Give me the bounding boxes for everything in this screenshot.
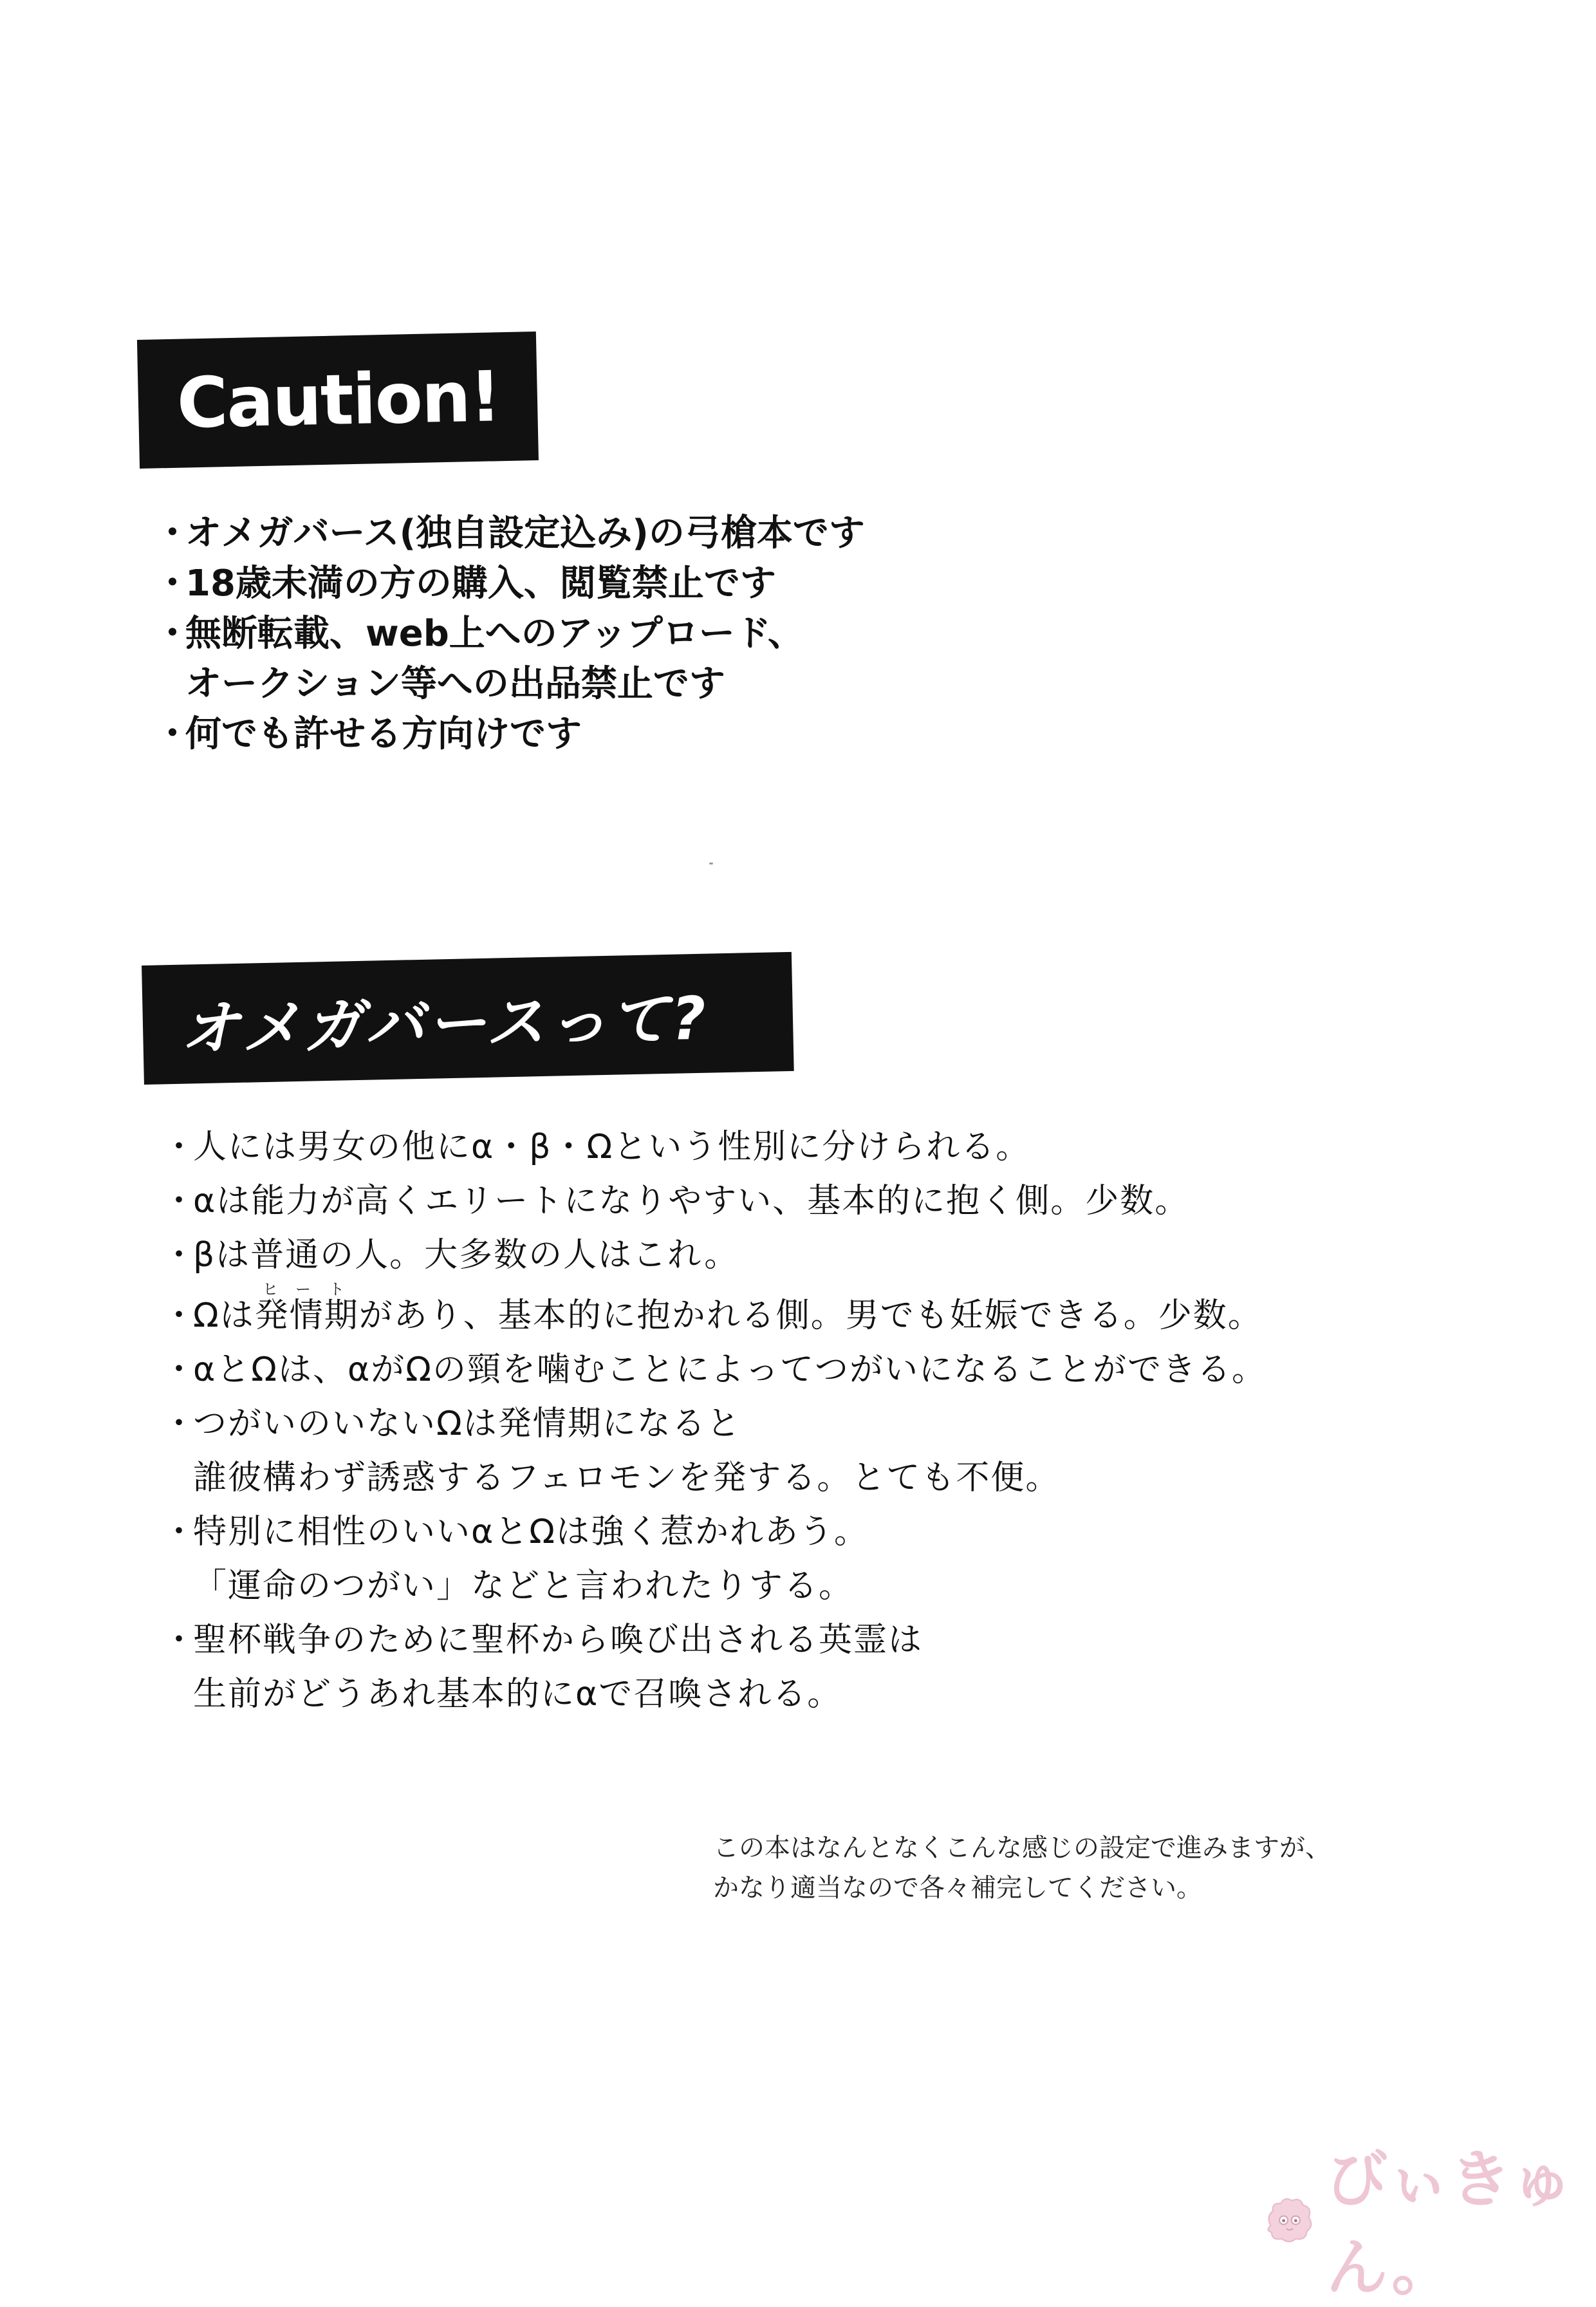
list-item-text: 「運命のつがい」などと言われたりする。 [193, 1567, 854, 1605]
omegaverse-heading [142, 952, 794, 1085]
scan-speck [709, 863, 713, 864]
list-item [162, 1505, 1267, 1559]
list-item-text: つがいのいないΩは発情期になると [193, 1405, 741, 1443]
bullet: ・ [154, 613, 190, 655]
list-item-text: 何でも許せる方向けです [185, 713, 582, 755]
pink-fluffy-mascot-icon [1261, 2183, 1317, 2254]
list-item-continuation [193, 1559, 1267, 1613]
omegaverse-heading-text: オメガバースって? [180, 984, 709, 1064]
list-item-text: αは能力が高くエリートになりやすい、基本的に抱く側。少数。 [193, 1182, 1190, 1220]
list-item-text: αとΩは、αがΩの頸を噛むことによってつがいになることができる。 [193, 1350, 1267, 1389]
list-item [154, 509, 865, 559]
closing-note [713, 1828, 1331, 1908]
closing-note-line: かなり適当なので各々補完してください。 [713, 1873, 1202, 1903]
list-item [162, 1397, 1267, 1451]
caution-heading-text: Caution! [176, 356, 501, 444]
bullet: ・ [162, 1350, 198, 1389]
list-item-continuation [193, 1451, 1267, 1505]
list-item [154, 609, 865, 659]
bullet: ・ [154, 713, 190, 755]
list-item [162, 1228, 1267, 1282]
list-item-text: 無断転載、web上へのアップロード、 [185, 613, 804, 655]
list-item-text: 人には男女の他にα・β・Ωという性別に分けられる。 [193, 1128, 1031, 1166]
caution-heading [137, 332, 539, 469]
bullet: ・ [162, 1296, 198, 1335]
heat-ruby: ヒート [263, 1280, 363, 1298]
bullet: ・ [162, 1621, 198, 1659]
list-item-text: 18歳未満の方の購入、閲覧禁止です [185, 563, 776, 604]
bullet: ・ [162, 1405, 198, 1443]
list-item-text: 聖杯戦争のために聖杯から喚び出される英霊は [193, 1621, 923, 1659]
list-item-text: βは普通の人。大多数の人はこれ。 [193, 1236, 739, 1275]
list-item [162, 1613, 1267, 1667]
list-item-text: 特別に相性のいいαとΩは強く惹かれあう。 [193, 1513, 869, 1551]
list-item [162, 1174, 1267, 1228]
watermark [1261, 2131, 1596, 2307]
bullet: ・ [154, 563, 190, 604]
watermark-text: びぃきゅん。 [1326, 2144, 1573, 2304]
bullet: ・ [162, 1182, 198, 1220]
list-item-text: 誰彼構わず誘惑するフェロモンを発する。とても不便。 [193, 1459, 1061, 1497]
list-item [154, 559, 865, 609]
list-item-text: Ωは発情期があり、基本的に抱かれる側。男でも妊娠できる。少数。 [193, 1296, 1263, 1335]
list-item [154, 709, 865, 760]
bullet: ・ [162, 1513, 198, 1551]
bullet: ・ [162, 1128, 198, 1166]
bullet: ・ [154, 512, 190, 554]
list-item-continuation [193, 1667, 1267, 1721]
closing-note-line: この本はなんとなくこんな感じの設定で進みますが、 [713, 1833, 1331, 1863]
list-item-text: オメガバース(独自設定込み)の弓槍本です [185, 512, 865, 554]
omegaverse-list [162, 1120, 1267, 1721]
list-item [162, 1120, 1267, 1174]
list-item-text: オークション等への出品禁止です [185, 663, 725, 705]
caution-list [154, 509, 865, 760]
list-item [162, 1343, 1267, 1397]
list-item-continuation [185, 659, 865, 709]
list-item-text: 生前がどうあれ基本的にαで召喚される。 [193, 1675, 842, 1714]
bullet: ・ [162, 1236, 198, 1275]
list-item [162, 1289, 1267, 1343]
